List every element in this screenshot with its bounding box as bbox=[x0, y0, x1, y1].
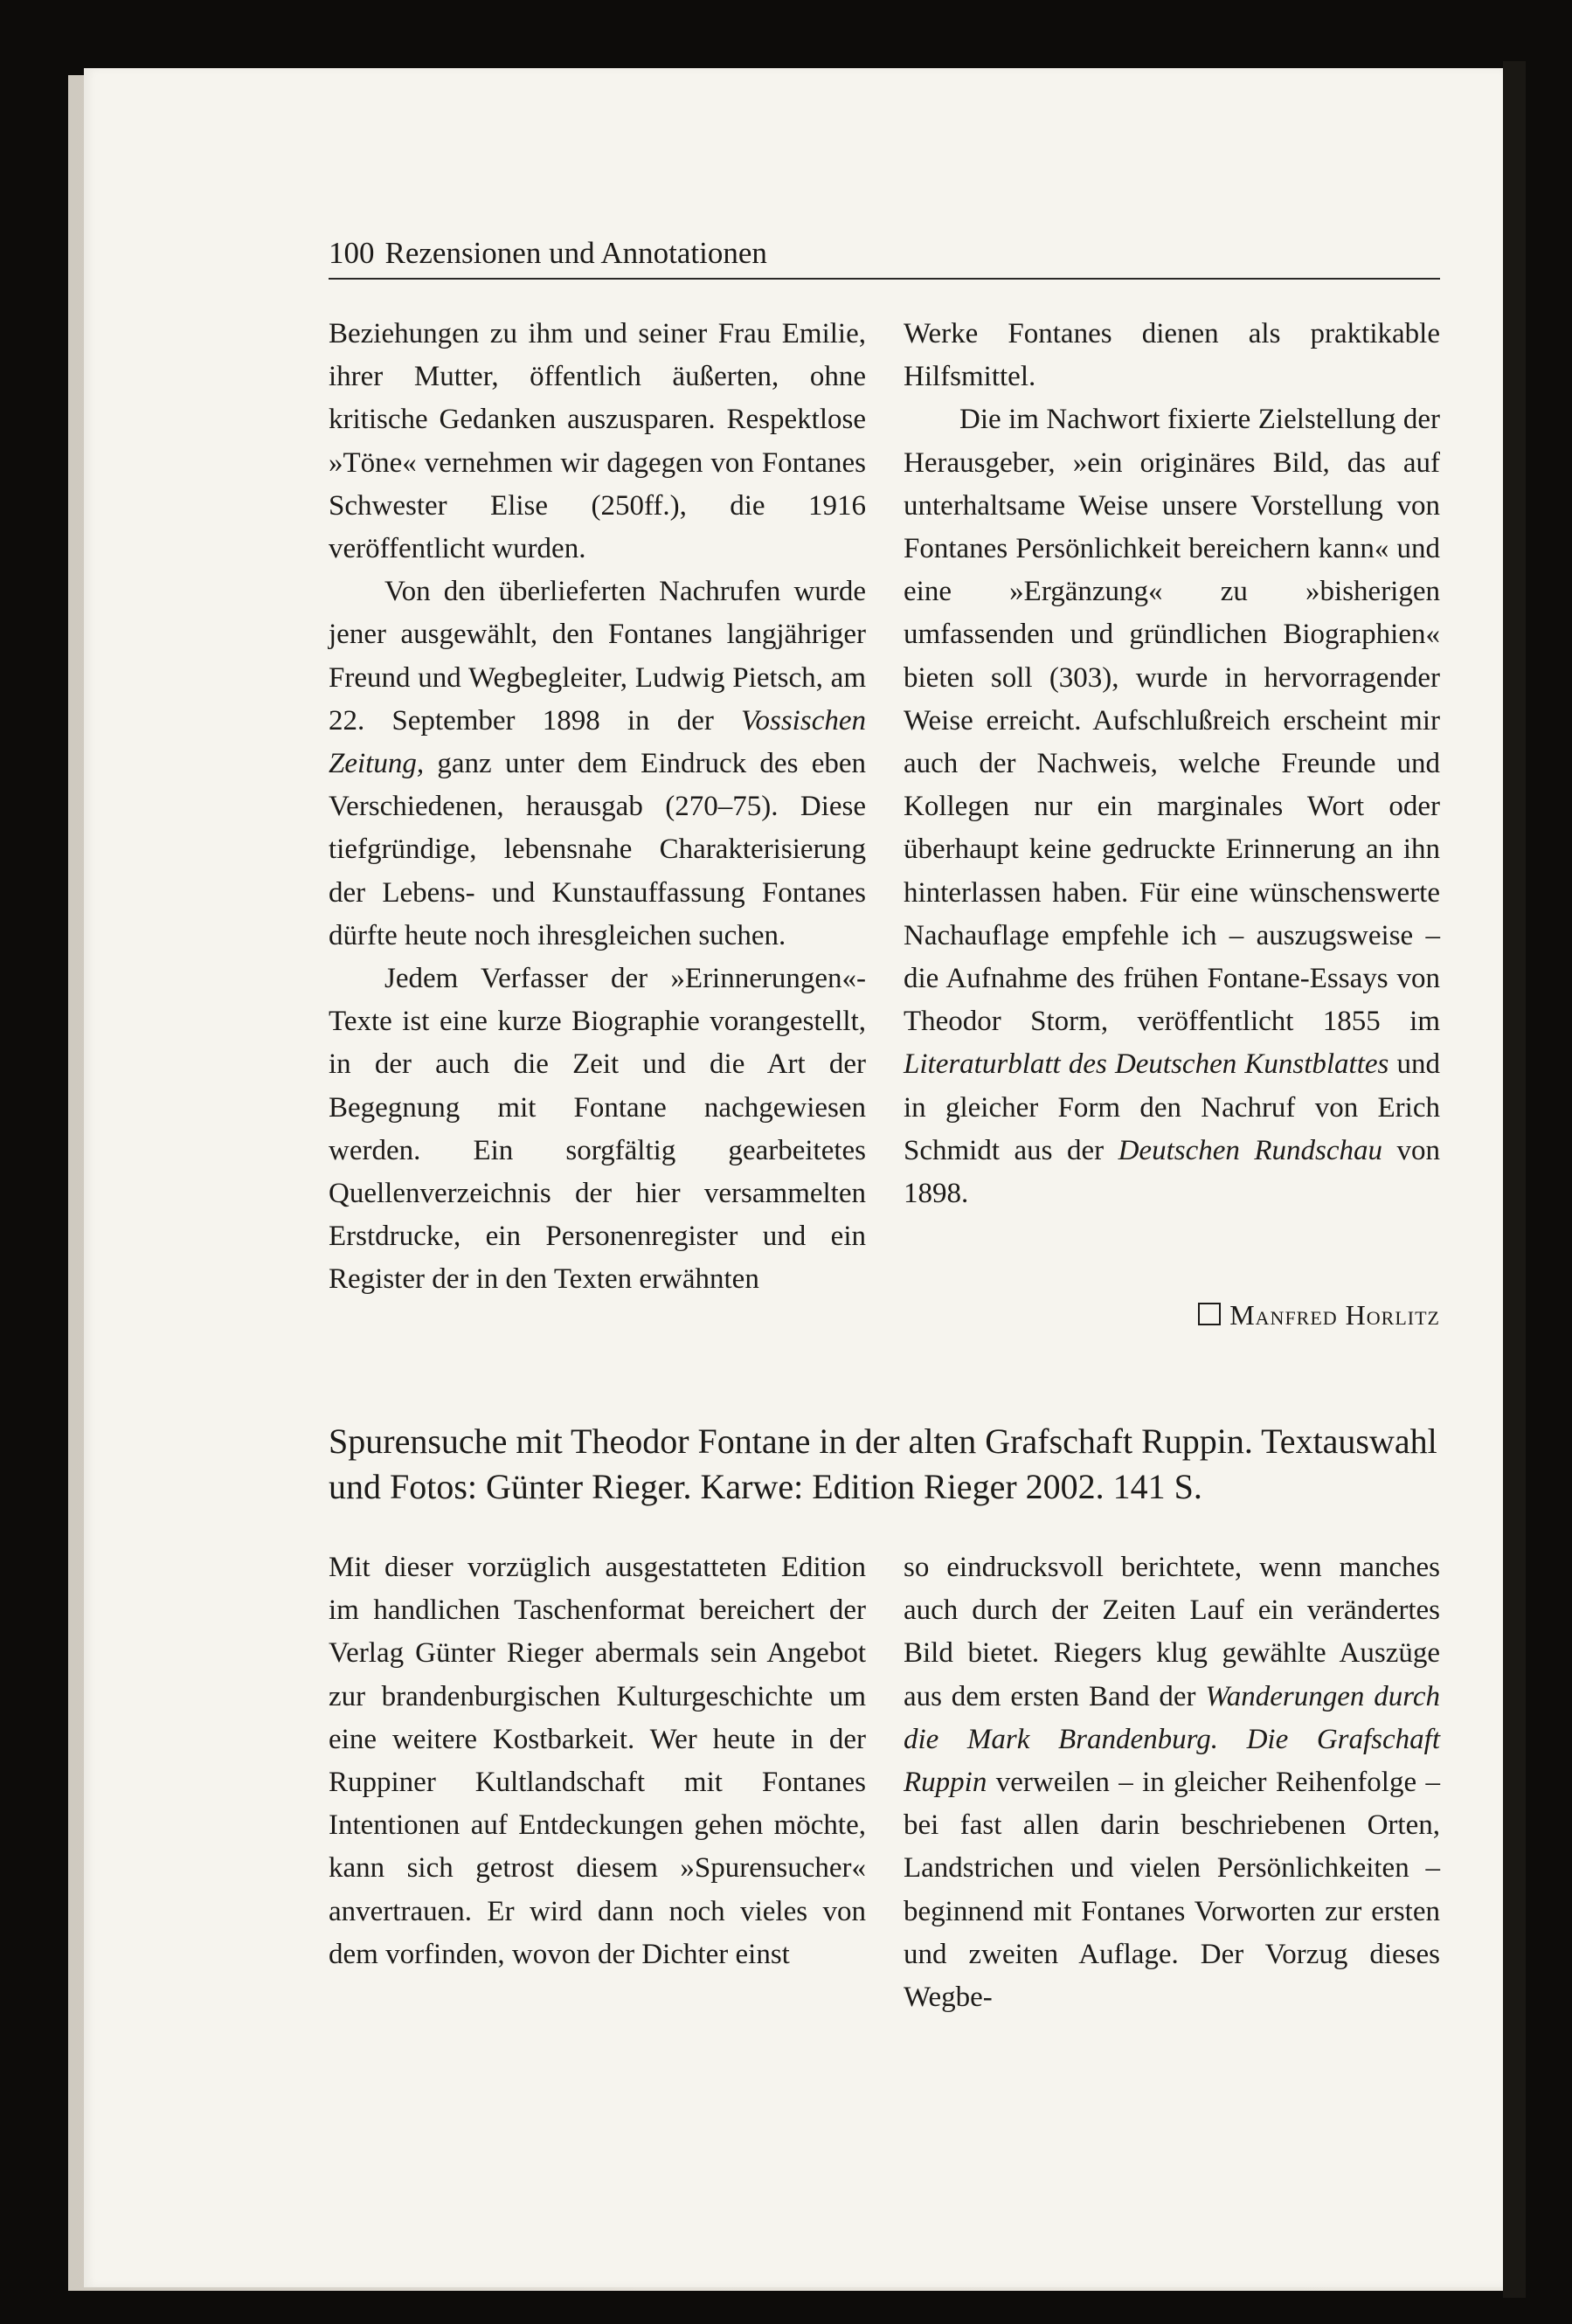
review1-col1-paragraph-2 bbox=[329, 571, 866, 958]
review1-column-right bbox=[904, 313, 1440, 1215]
review2-col2-text-b: verweilen – in gleicher Reihenfolge – bei fast allen darin beschriebenen Orten, Landstrichen und vielen Persönlichkeiten – beginnend mit Fontanes Vorworten zur ersten und zweiten Auflage. Der Vorzug dieses Wegbe- bbox=[904, 1767, 1440, 2014]
review1-col2-p2-text-mid: und in gleicher Form den Nachruf von Erich Schmidt aus der bbox=[904, 1048, 1441, 1166]
review2-col2-text-a: so eindrucksvoll berichtete, wenn manches auch durch der Zeiten Lauf ein verändertes Bild bietet. Riegers klug gewählte Auszüge aus dem ersten Band der bbox=[904, 1552, 1440, 1712]
review2-column-left bbox=[329, 1546, 866, 1976]
review2-column-right bbox=[904, 1546, 1440, 2019]
review2-col2-italic: Wanderungen durch die Mark Brandenburg. Die Grafschaft Ruppin bbox=[904, 1680, 1440, 1799]
review1-col2-paragraph-1: Werke Fontanes dienen als praktikable Hilfsmittel. bbox=[904, 318, 1440, 393]
review1-col2-p2-text-end: von 1898. bbox=[904, 1134, 1440, 1210]
review1-col2-p2-italic-1: Literaturblatt des Deutschen Kunstblattes bbox=[904, 1048, 1389, 1081]
review1-col1-paragraph-3: Jedem Verfasser der »Erinnerungen«-Texte ist eine kurze Biographie vorangestellt, in der auch die Zeit und die Art der Begegnung mit Fontane nachgewiesen werden. Ein sorgfältig gearbeitetes Quellenverzeichnis der hier versammelten Erstdrucke, ein Personenregister und ein Register der in den Texten erwähnten bbox=[329, 963, 866, 1296]
review1-col1-p2-text-a: Von den überlieferten Nachrufen wurde jener ausgewählt, den Fontanes langjähriger Freund und Wegbegleiter, Ludwig Pietsch, am 22. September 1898 in der bbox=[329, 576, 866, 737]
reviewer-name: Manfred Horlitz bbox=[1229, 1299, 1440, 1331]
review1-col2-p2-italic-2: Deutschen Rundschau bbox=[1118, 1134, 1383, 1166]
review1-col1-p2-text-b: ganz unter dem Eindruck des eben Verschiedenen, herausgab (270–75). Diese tiefgründige, lebensnahe Charakterisierung der Lebens- und Kunstauffassung Fontanes dürfte heute noch ihresgleichen suchen. bbox=[329, 748, 866, 951]
review1-col1-p2-italic: Vossischen Zeitung, bbox=[329, 704, 866, 780]
review2-col1-paragraph: Mit dieser vorzüglich ausgestatteten Edition im handlichen Taschenformat bereichert der Verlag Günter Rieger abermals sein Angebot zur brandenburgischen Kulturgeschichte um eine weitere Kostbarkeit. Wer heute in der Ruppiner Kultlandschaft mit Fontanes Intentionen auf Entdeckungen gehen möchte, kann sich getrost diesem »Spurensucher« anvertrauen. Er wird dann noch vieles von dem vorfinden, wovon der Dichter einst bbox=[329, 1552, 866, 1970]
page-number: 100 bbox=[329, 236, 375, 270]
running-title: Rezensionen und Annotationen bbox=[384, 236, 767, 270]
review1-col1-paragraph-1: Beziehungen zu ihm und seiner Frau Emilie, ihrer Mutter, öffentlich äußerten, ohne kritische Gedanken auszusparen. Respektlose »Töne« vernehmen wir dagegen von Fontanes Schwester Elise (250ff.), die 1916 veröffentlicht wurden. bbox=[329, 318, 866, 565]
review1-column-left bbox=[329, 313, 866, 1302]
facing-page-edge bbox=[1503, 61, 1526, 2298]
review2-title: Spurensuche mit Theodor Fontane in der alten Grafschaft Ruppin. Textauswahl und Fotos: Günter Rieger. Karwe: Edition Rieger 2002. 141 S. bbox=[329, 1421, 1437, 1506]
square-bullet-icon bbox=[1198, 1303, 1221, 1325]
page-header bbox=[329, 236, 1440, 280]
review1-col2-paragraph-2 bbox=[904, 398, 1440, 1215]
review1-signature bbox=[904, 1293, 1440, 1337]
review2-col2-paragraph bbox=[904, 1546, 1440, 2019]
review1-col2-p2-text: Die im Nachwort fixierte Zielstellung der Herausgeber, »ein originäres Bild, das auf unterhaltsame Weise unsere Vorstellung von Fontanes Persönlichkeit bereichern kann« und eine »Ergänzung« zu »bisherigen umfassenden und gründlichen Biographien« bieten soll (303), wurde in hervorragender Weise erreicht. Aufschlußreich erscheint mir auch der Nachweis, welche Freunde und Kollegen nur ein marginales Wort oder überhaupt keine gedruckte Erinnerung an ihn hinterlassen haben. Für eine wünschenswerte Nachauflage empfehle ich – auszugsweise – die Aufnahme des frühen Fontane-Essays von Theodor Storm, veröffentlicht 1855 im bbox=[904, 404, 1440, 1038]
